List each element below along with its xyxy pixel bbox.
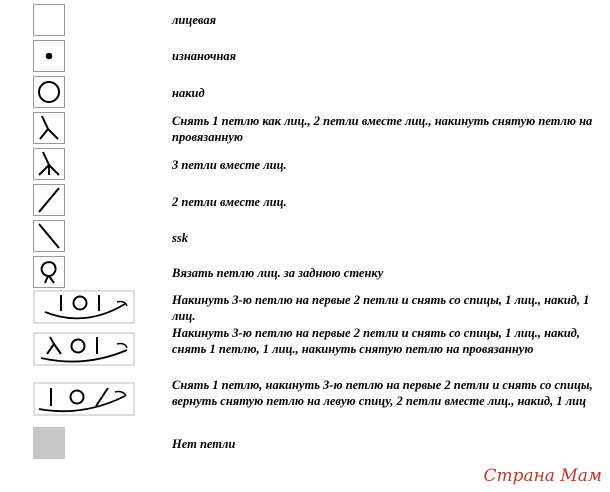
no-stitch-gray-square-icon xyxy=(33,427,65,459)
lambda-icon xyxy=(33,112,65,144)
cable-1-0-slash-icon xyxy=(33,382,135,416)
legend-label: лицевая xyxy=(172,13,217,27)
legend-label: ssk xyxy=(172,231,188,245)
legend-label: 3 петли вместе лиц. xyxy=(172,158,287,172)
legend-label: 2 петли вместе лиц. xyxy=(172,195,287,209)
cable-1-0-1-icon xyxy=(33,290,135,324)
legend-label: Нет петли xyxy=(172,437,236,451)
legend-label: накид xyxy=(172,86,205,100)
legend-label: изнаночная xyxy=(172,49,237,63)
legend-label: Вязать петлю лиц. за заднюю стенку xyxy=(172,266,384,280)
empty-square-icon xyxy=(33,4,65,36)
legend-label: Снять 1 петлю как лиц., 2 петли вместе лиц., накинуть снятую петлю на провязанную xyxy=(172,114,593,144)
legend-label: Накинуть 3-ю петлю на первые 2 петли и снять со спицы, 1 лиц., накид, снять 1 петлю, 1 лиц., накинуть снятую петлю на провязанную xyxy=(172,326,580,356)
circle-icon xyxy=(33,76,65,108)
slash-right-icon xyxy=(33,184,65,216)
twisted-loop-icon xyxy=(33,256,65,288)
dot-icon xyxy=(33,40,65,72)
cable-lambda-0-1-icon xyxy=(33,332,135,366)
watermark-logo: Страна Мам xyxy=(483,466,602,486)
legend-label: Снять 1 петлю, накинуть 3-ю петлю на первые 2 петли и снять со спицы, вернуть снятую петлю на левую спицу, 2 петли вместе лиц., накид, 1 лиц xyxy=(172,378,593,408)
legend-label: Накинуть 3-ю петлю на первые 2 петли и снять со спицы, 1 лиц., накид, 1 лиц. xyxy=(172,293,590,323)
slash-left-icon xyxy=(33,220,65,252)
three-together-icon xyxy=(33,148,65,180)
